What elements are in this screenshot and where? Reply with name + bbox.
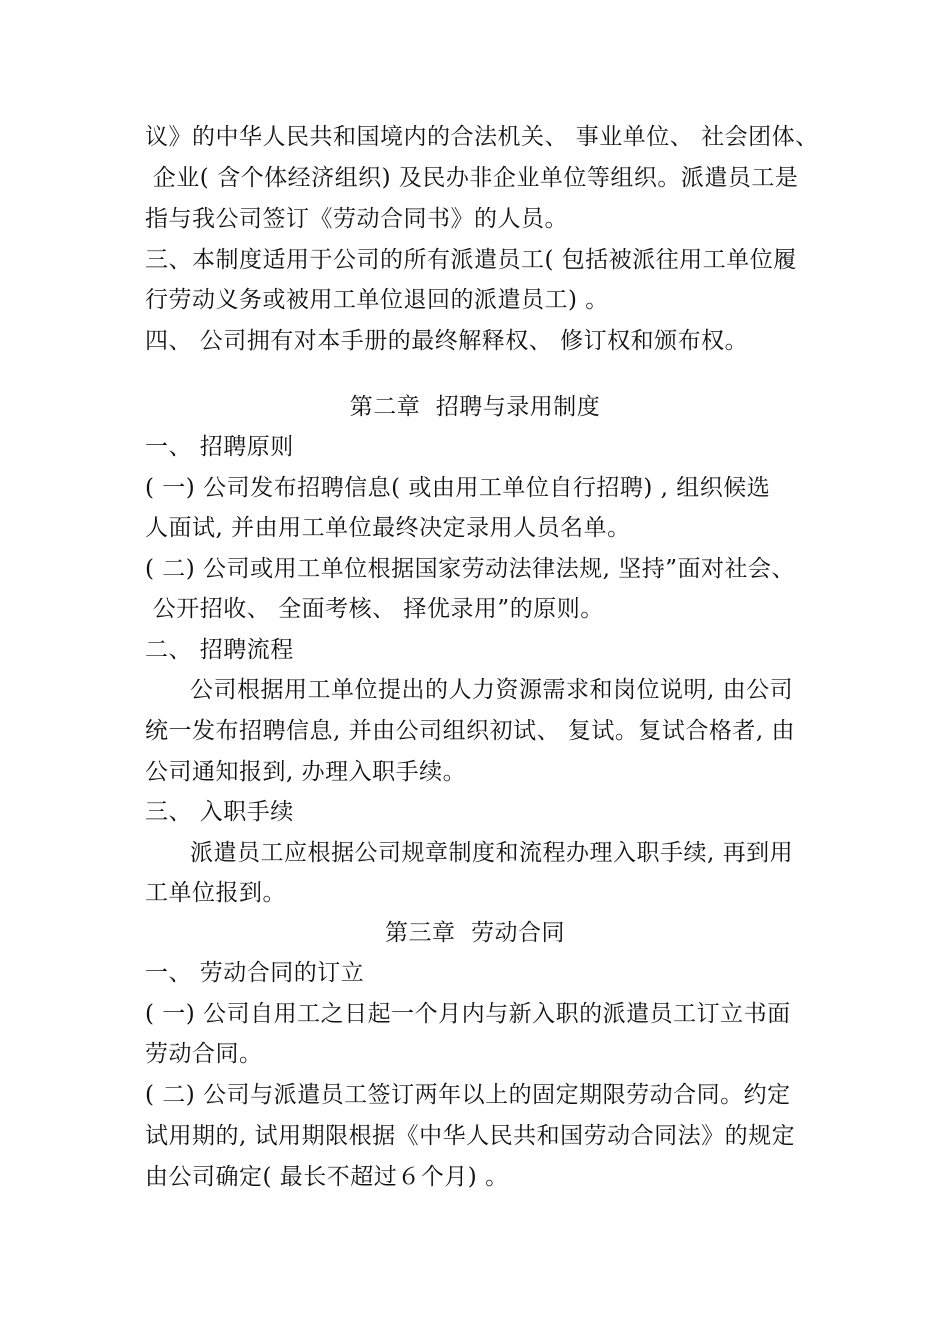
body-line: 试用期的, 试用期限根据《中华人民共和国劳动合同法》的规定 bbox=[145, 1123, 796, 1149]
section-heading: 三、 入职手续 bbox=[145, 799, 294, 825]
body-line: 公开招收、 全面考核、 择优录用”的原则。 bbox=[145, 596, 604, 622]
body-line: ( 一) 公司发布招聘信息( 或由用工单位自行招聘) , 组织候选 bbox=[145, 475, 771, 501]
body-line: 企业( 含个体经济组织) 及民办非企业单位等组织。派遣员工是 bbox=[145, 165, 799, 191]
body-line: 派遣员工应根据公司规章制度和流程办理入职手续, 再到用 bbox=[190, 840, 794, 866]
body-line: 公司通知报到, 办理入职手续。 bbox=[145, 759, 467, 785]
body-line: 劳动合同。 bbox=[145, 1041, 263, 1067]
body-line: 由公司确定( 最长不超过６个月) 。 bbox=[145, 1164, 509, 1190]
body-line: 三、本制度适用于公司的所有派遣员工( 包括被派往用工单位履 bbox=[145, 247, 797, 273]
chapter-heading: 第二章 招聘与录用制度 bbox=[349, 394, 601, 420]
body-line: 公司根据用工单位提出的人力资源需求和岗位说明, 由公司 bbox=[190, 677, 794, 703]
chapter-heading: 第三章 劳动合同 bbox=[384, 920, 566, 946]
body-line: 议》的中华人民共和国境内的合法机关、 事业单位、 社会团体、 bbox=[145, 124, 819, 150]
body-line: 指与我公司签订《劳动合同书》的人员。 bbox=[145, 206, 568, 232]
body-line: ( 二) 公司与派遣员工签订两年以上的固定期限劳动合同。约定 bbox=[145, 1082, 791, 1108]
body-line: 四、 公司拥有对本手册的最终解释权、 修订权和颁布权。 bbox=[145, 328, 749, 354]
section-heading: 一、 招聘原则 bbox=[145, 434, 294, 460]
body-line: ( 二) 公司或用工单位根据国家劳动法律法规, 坚持”面对社会、 bbox=[145, 556, 795, 582]
section-heading: 二、 招聘流程 bbox=[145, 637, 294, 663]
body-line: 行劳动义务或被用工单位退回的派遣员工) 。 bbox=[145, 287, 609, 313]
section-heading: 一、 劳动合同的订立 bbox=[145, 960, 365, 986]
body-line: 统一发布招聘信息, 并由公司组织初试、 复试。复试合格者, 由 bbox=[145, 718, 796, 744]
body-line: 工单位报到。 bbox=[145, 880, 286, 906]
body-line: 人面试, 并由用工单位最终决定录用人员名单。 bbox=[145, 515, 631, 541]
body-line: ( 一) 公司自用工之日起一个月内与新入职的派遣员工订立书面 bbox=[145, 1001, 791, 1027]
